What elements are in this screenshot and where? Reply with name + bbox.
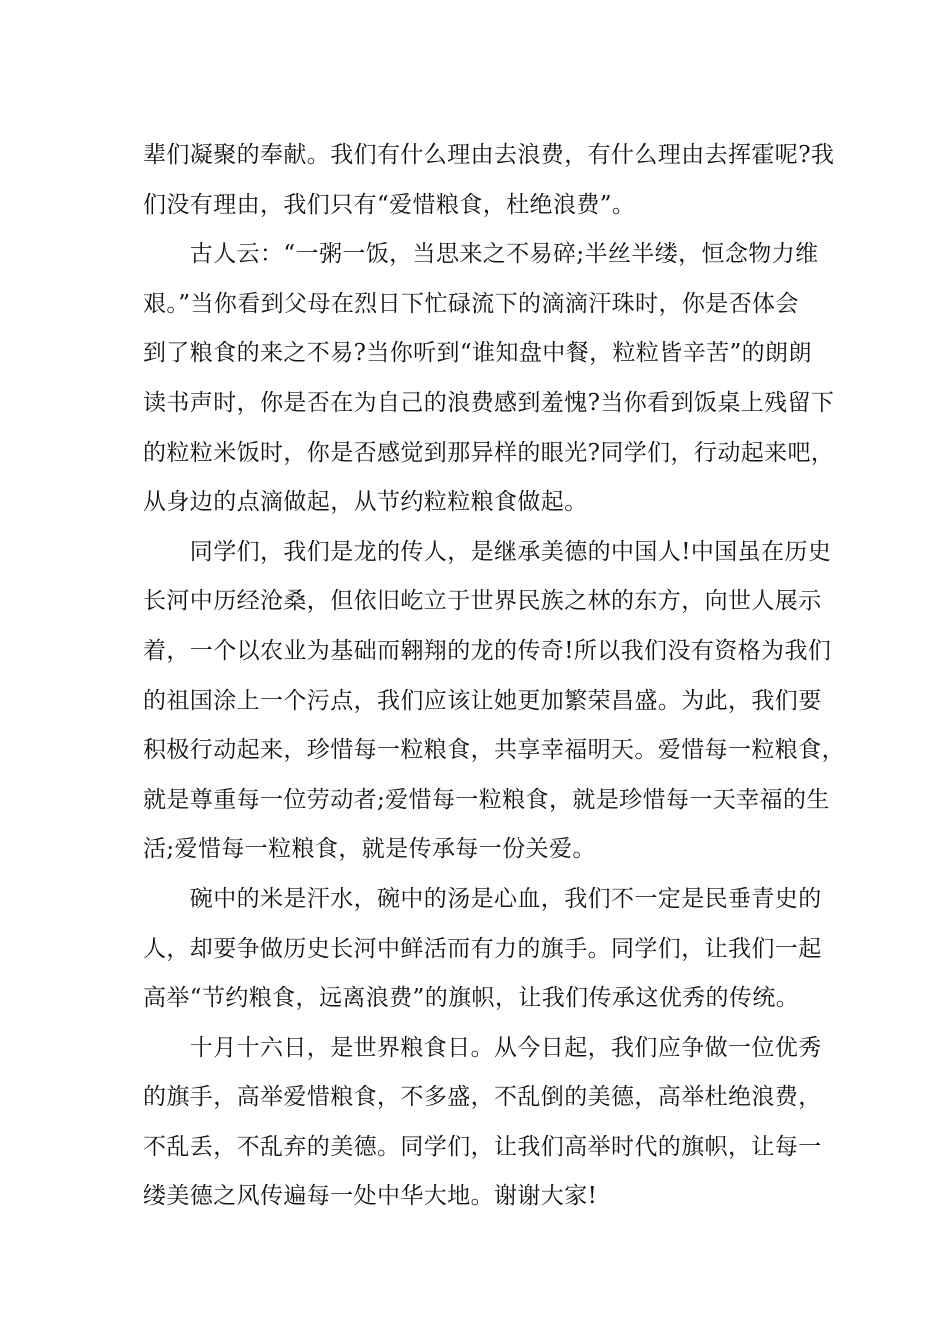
paragraph-3	[143, 528, 845, 875]
text-line: 的粒粒米饭时，你是否感觉到那异样的眼光?同学们，行动起来吧，	[143, 439, 835, 466]
text-line: 们没有理由，我们只有“爱惜粮食，杜绝浪费”。	[143, 191, 636, 218]
text-line: 的祖国涂上一个污点，我们应该让她更加繁荣昌盛。为此，我们要	[143, 687, 822, 714]
text-line: 就是尊重每一位劳动者;爱惜每一粒粮食，就是珍惜每一天幸福的生	[143, 786, 830, 813]
text-line: 到了粮食的来之不易?当你听到“谁知盘中餐，粒粒皆辛苦”的朗朗	[143, 340, 812, 367]
body-text	[143, 131, 845, 1222]
text-line: 十月十六日，是世界粮食日。从今日起，我们应争做一位优秀	[143, 1034, 822, 1061]
text-line: 的旗手，高举爱惜粮食，不多盛，不乱倒的美德，高举杜绝浪费，	[143, 1084, 822, 1111]
paragraph-4	[143, 875, 823, 1024]
text-line: 同学们，我们是龙的传人，是继承美德的中国人!中国虽在历史	[143, 538, 832, 565]
text-line: 人，却要争做历史长河中鲜活而有力的旗手。同学们，让我们一起	[143, 935, 822, 962]
text-line: 高举“节约粮食，远离浪费”的旗帜，让我们传承这优秀的传统。	[143, 985, 800, 1012]
text-line: 碗中的米是汗水，碗中的汤是心血，我们不一定是民垂青史的	[143, 885, 822, 912]
text-line: 活;爱惜每一粒粮食，就是传承每一份关爱。	[143, 836, 596, 863]
paragraph-1	[143, 131, 835, 230]
text-line: 从身边的点滴做起，从节约粒粒粮食做起。	[143, 489, 588, 516]
text-line: 读书声时，你是否在为自己的浪费感到羞愧?当你看到饭桌上残留下	[143, 389, 835, 416]
text-line: 艰。”当你看到父母在烈日下忙碌流下的滴滴汗珠时，你是否体会	[143, 290, 799, 317]
text-line: 缕美德之风传遍每一处中华大地。谢谢大家!	[143, 1183, 598, 1210]
paragraph-2	[143, 230, 835, 528]
text-line: 辈们凝聚的奉献。我们有什么理由去浪费，有什么理由去挥霍呢?我	[143, 142, 835, 168]
text-line: 长河中历经沧桑，但依旧屹立于世界民族之林的东方，向世人展示	[143, 588, 822, 615]
text-line: 积极行动起来，珍惜每一粒粮食，共享幸福明天。爱惜每一粒粮食，	[143, 737, 845, 764]
text-line: 古人云：“一粥一饭，当思来之不易碎;半丝半缕，恒念物力维	[143, 241, 819, 268]
paragraph-5	[143, 1024, 823, 1222]
text-line: 不乱丢，不乱弃的美德。同学们，让我们高举时代的旗帜，让每一	[143, 1133, 822, 1160]
text-line: 着，一个以农业为基础而翱翔的龙的传奇!所以我们没有资格为我们	[143, 637, 832, 664]
